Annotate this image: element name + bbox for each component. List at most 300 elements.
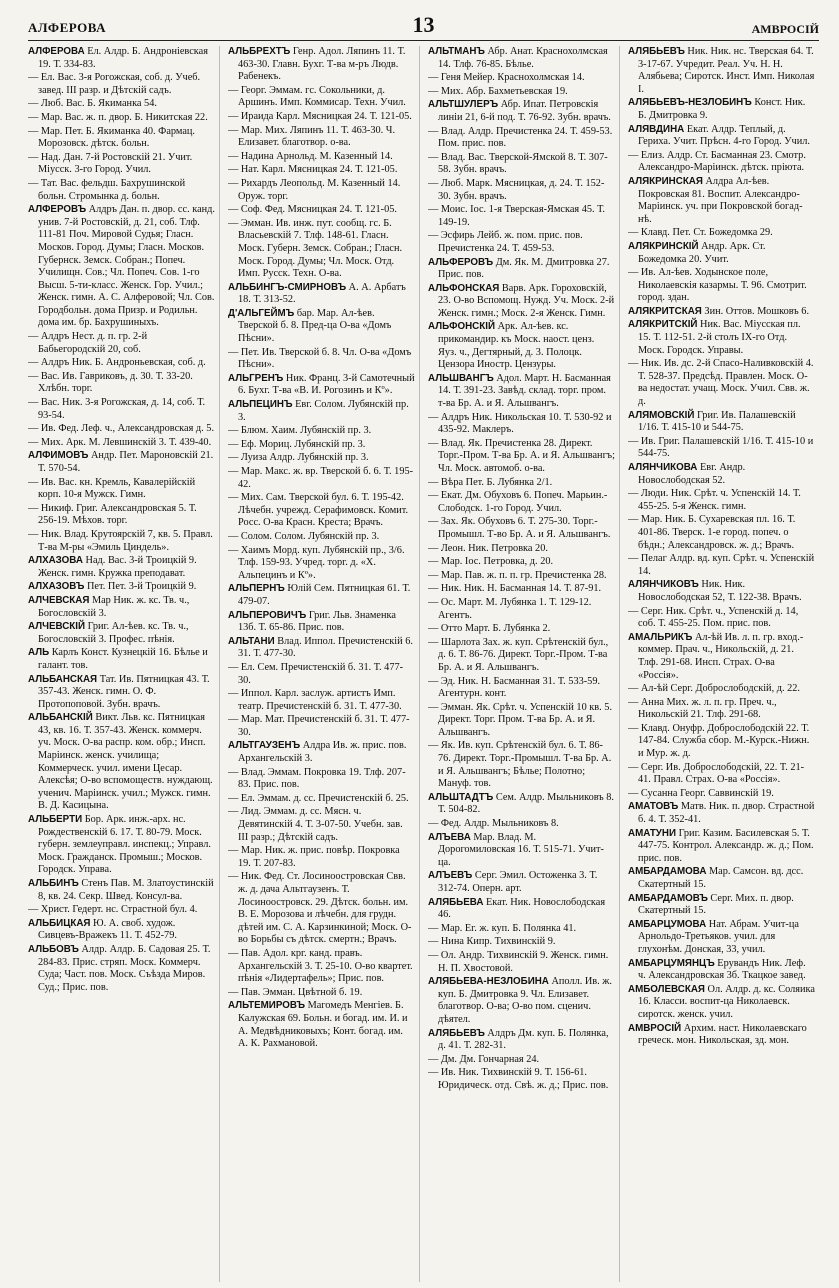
entry-details: Абр. Ипат. Петровскія линіи 21, 6-й под. Т. 76-92. Зубн. врачъ.	[438, 99, 611, 123]
entry-details: Пелаг Алдр. вд. куп. Срѣт. ч. Успенскій 14.	[638, 553, 815, 577]
directory-entry	[28, 621, 215, 646]
directory-column-3	[428, 46, 620, 1282]
directory-entry	[628, 462, 815, 487]
directory-entry	[28, 371, 215, 396]
directory-entry	[228, 46, 415, 84]
entry-details: Еф. Мориц. Лубянскій пр. 3.	[240, 438, 366, 450]
directory-entry	[628, 893, 815, 918]
entry-details: Алдръ Ник. Никольская 10. Т. 530-92 и 435-92. Маклеръ.	[438, 411, 612, 436]
directory-entry	[628, 410, 815, 435]
entry-details: Вѣра Пет. Б. Лубянка 2/1.	[440, 476, 553, 488]
entry-surname: АЛЪЕВА	[428, 831, 471, 843]
entry-details: Мар. Вас. ж. п. двор. Б. Никитская 22.	[40, 111, 208, 123]
directory-entry	[428, 1028, 615, 1053]
entry-details: Ю. А. своб. худож. Сивцевъ-Вражекъ 11. Т. 452-79.	[38, 917, 177, 942]
directory-entry	[228, 85, 415, 110]
entry-details: Влад. Алдр. Пречистенка 24. Т. 459-53. Пом. прис. пов.	[438, 125, 613, 150]
entry-details: Конст. Ник. Б. Дмитровка 9.	[638, 97, 806, 121]
directory-entry	[428, 204, 615, 229]
entry-details: Сусанна Георг. Саввинскій 19.	[640, 787, 774, 799]
directory-entry	[628, 488, 815, 513]
directory-entry	[428, 283, 615, 321]
directory-entry	[28, 126, 215, 151]
entry-surname: АЛЬГРЕНЪ	[228, 372, 284, 384]
entry-details: Андр. Арк. Ст. Божедомка 20. Учит.	[638, 240, 766, 265]
directory-entry	[428, 516, 615, 541]
entry-details: Стенъ Пав. М. Златоустинскій 8, кв. 24. Секр. Швед. Консул-ва.	[38, 878, 214, 902]
entry-surname: АЛЬШТАДТЪ	[428, 791, 494, 803]
entry-surname: АЛЬБАНСКІЙ	[28, 712, 93, 724]
directory-entry	[428, 897, 615, 922]
entry-surname: АЛЬШВАНГЪ	[428, 372, 494, 384]
directory-entry	[228, 164, 415, 177]
directory-entry	[28, 918, 215, 943]
directory-entry	[628, 788, 815, 801]
entry-surname: АЛХАЗОВЪ	[28, 581, 85, 593]
directory-entry	[28, 529, 215, 554]
entry-details: Григ. Ал-ѣев. кс. Тв. ч., Богословскій 3. Профес. пѣнія.	[38, 621, 189, 645]
directory-entry	[228, 871, 415, 947]
entry-surname: АЛЬТГАУЗЕНЪ	[228, 740, 301, 752]
entry-details: Григ. Казим. Басилевская 5. Т. 447-75. Контрол. Александр. ж. д.; Пом. прис. пов.	[638, 827, 814, 864]
directory-entry	[228, 987, 415, 1000]
entry-details: Мар. Пав. ж. п. п. гр. Пречистенка 28.	[440, 569, 607, 581]
entry-surname: АЛЬПЕРОВИЧЪ	[228, 609, 307, 621]
entry-surname: АЛЬБИЦКАЯ	[28, 917, 91, 929]
entry-details: Алдръ Ник. Б. Андроньевская, соб. д.	[40, 357, 206, 369]
directory-entry	[228, 545, 415, 583]
entry-details: Мар. Ег. ж. куп. Б. Полянка 41.	[440, 922, 577, 934]
entry-details: Екат. Алдр. Теплый, д. Гериха. Учит. Прѣсн. 4-го Город. Учил.	[638, 123, 810, 148]
entry-details: Алдръ Нест. д. п. гр. 2-й Бабьегородскій 20, соб.	[38, 331, 148, 355]
entry-details: Мар. Макс. ж. вр. Тверской б. 6. Т. 195-42.	[238, 466, 414, 490]
entry-details: Мих. Абр. Бахметьевская 19.	[440, 85, 568, 97]
entry-details: Нат. Абрам. Учит-ца Арнольдо-Третьяков. учил. для глухонѣм. Донская, 33, учил.	[638, 918, 799, 955]
entry-details: Елиз. Алдр. Ст. Басманная 23. Смотр. Александро-Маріинск. дѣтск. пріюта.	[638, 149, 806, 174]
directory-entry	[628, 267, 815, 305]
entry-details: Ол. Андр. Тихвинскій 9. Женск. гимн. Н. П. Хвостовой.	[438, 949, 609, 974]
entry-details: Зах. Як. Обуховъ 6. Т. 275-30. Торг.-Промышл. Т-во Бр. А. и Я. Альшвангъ.	[438, 516, 611, 540]
entry-details: Нат. Карл. Мясницкая 24. Т. 121-05.	[240, 164, 398, 176]
entry-details: Лид. Эммам. д. сс. Мясн. ч. Девятинскій 4. Т. 3-07-50. Учебн. зав. III разр.; Дѣтскій садъ.	[238, 806, 403, 843]
entry-surname: АЛЯКРИТСКАЯ	[628, 305, 702, 317]
directory-entry	[428, 321, 615, 371]
entry-details: Эмман. Ив. инж. пут. сообщ. гс. Б. Власьевскій 7. Тлф. 148-61. Гласн. Моск. Губерн. Земск. Собран.; Гласн. Моск. Город. Думы; Чл. Моск. Отд. Имп. Русск. Техн. О-ва.	[238, 217, 403, 280]
entry-details: Абр. Анат. Краснохолмская 14. Тлф. 76-85. Бѣлье.	[438, 46, 608, 70]
entry-surname: АЛЯНЧИКОВА	[628, 462, 698, 473]
entry-details: Екат. Дм. Обуховъ 6. Попеч. Марьин.-Слободск. 1-го Город. Учил.	[438, 490, 608, 514]
directory-entry	[428, 832, 615, 870]
entry-details: Аполл. Ив. ж. куп. Б. Дмитровка 9. Чл. Елизавет. благотвор. О-ва; О-во пом. сценич. дѣятел.	[438, 976, 612, 1025]
page-number: 13	[412, 12, 435, 37]
entry-details: Ос. Март. М. Лубянка 1. Т. 129-12. Агентъ.	[438, 596, 592, 621]
entry-details: Карлъ Конст. Кузнецкій 16. Бѣлье и галант. тов.	[38, 647, 208, 671]
entry-surname: АЛЬБРЕХТЪ	[228, 46, 291, 57]
directory-entry	[628, 176, 815, 226]
entry-surname: АЛЬ	[28, 647, 50, 659]
directory-entry	[28, 944, 215, 994]
entry-details: Алдра Ив. ж. прис. пов. Архангельскій 3.	[238, 740, 407, 765]
directory-entry	[428, 792, 615, 817]
directory-entry	[628, 306, 815, 319]
directory-entry	[428, 72, 615, 85]
entry-details: Тат. Ив. Пятницкая 43. Т. 357-43. Женск. гимн. О. Ф. Протопоповой. Зубн. врачъ.	[38, 673, 210, 710]
directory-entry	[228, 688, 415, 713]
directory-entry	[228, 714, 415, 739]
directory-entry	[228, 492, 415, 530]
entry-details: Пет. Пет. 3-й Троицкій 9.	[87, 581, 197, 593]
directory-entry	[628, 553, 815, 578]
entry-surname: АЛЬБИНЪ	[28, 878, 79, 889]
entry-surname: АЛЯКРИНСКІЙ	[628, 240, 699, 252]
entry-details: Влад. Иппол. Пречистенскій 6. 31. Т. 477-30.	[238, 635, 413, 660]
entry-details: Ел. Алдр. Б. Андроніевская 19. Т. 334-83.	[38, 46, 208, 70]
directory-column-2	[228, 46, 420, 1282]
directory-entry	[28, 595, 215, 620]
directory-entry	[428, 230, 615, 255]
entry-details: Ник. Ник. Н. Басманная 14. Т. 87-91.	[440, 583, 602, 595]
directory-entry	[28, 152, 215, 177]
directory-entry	[228, 347, 415, 372]
directory-entry	[428, 46, 615, 71]
entry-details: Мар. Влад. М. Дорогомиловская 16. Т. 515-71. Учит-ца.	[438, 831, 604, 868]
entry-details: Ел. Эммам. д. сс. Пречистенскій б. 25.	[240, 792, 409, 804]
directory-entry	[228, 636, 415, 661]
entry-details: Архим. наст. Николаевскаго греческ. мон. Никольская, зд. мон.	[638, 1022, 807, 1047]
directory-entry	[228, 178, 415, 203]
directory-entry	[628, 46, 815, 96]
page-header	[28, 12, 819, 40]
directory-entry	[628, 124, 815, 149]
entry-details: Алдра Ал-ѣев. Покровская 81. Воспит. Александро-Маріинск. уч. при Покровской богад-нѣ.	[638, 175, 803, 225]
directory-entry	[28, 647, 215, 672]
directory-entry	[28, 503, 215, 528]
directory-entry	[428, 570, 615, 583]
entry-details: Ив. Ник. Тихвинскій 9. Т. 156-61. Юридическ. отд. Свѣ. ж. д.; Прис. пов.	[438, 1067, 609, 1091]
entry-details: А. А. Арбатъ 18. Т. 313-52.	[238, 281, 406, 306]
entry-details: Мар. Ник. ж. прис. повѣр. Покровка 19. Т. 207-83.	[238, 845, 400, 869]
directory-entry	[628, 358, 815, 408]
entry-surname: АЛЬБИНГЪ-СМИРНОВЪ	[228, 281, 347, 293]
entry-details: Ник. Фед. Ст. Лосиноостровская Свв. ж. д. дача Альтгаузенъ. Т. Лосиноостровск. 29. Дѣтск. больн. им. В. Е. Морозова и лѣчебн. для грудн. дѣтей им. С. А. Карзинкиной; Моск. О-во Борьбы съ дѣтск. смертн.; Врачъ.	[238, 871, 412, 946]
entry-details: Люб. Вас. Б. Якиманка 54.	[40, 98, 157, 110]
directory-entry	[428, 373, 615, 411]
entry-details: Ник. Ив. дс. 2-й Спасо-Наливковскій 4. Т. 528-37. Предсѣд. Правлен. Моск. О-ва недостат. учащ. Моск. Учил. Свв. ж. д.	[638, 358, 814, 408]
entry-details: бар. Мар. Ал-ѣев. Тверской б. 8. Пред-ца О-ва «Домъ Пѣсни».	[238, 307, 392, 345]
directory-entry	[28, 712, 215, 813]
entry-surname: АМБАРДАМОВА	[628, 866, 707, 878]
entry-surname: АЛЬБАНСКАЯ	[28, 673, 98, 685]
directory-entry	[28, 72, 215, 97]
entry-details: Леон. Ник. Петровка 20.	[440, 542, 548, 554]
entry-details: Алдръ Дан. п. двор. сс. канд. унив. 7-й Ростовскій, д. 21, соб. Тлф. 111-81 Поч. Мировой Судья; Гласн. Москов. Город. Думы; Гласн. Москов. Губернск. Земск. Собран.; Попеч. Училищн. Сов.; Чл. Попеч. Сов. 1-го Высш. 5-ти-класс. Женск. Гор. Учил.; Женск. гимн. А. С. Алферовой; Чл. Сов. Городбольн. дома Призр. и Родильн. дома им. бр. Бахрушиныхъ.	[38, 204, 215, 329]
directory-entry	[428, 1054, 615, 1067]
entry-surname: Д'АЛЬГЕЙМЪ	[228, 307, 295, 319]
entry-details: Никиф. Григ. Александровская 5. Т. 256-19. Мѣхов. торг.	[38, 502, 197, 527]
entry-details: Рихардъ Леопольд. М. Казенный 14. Оруж. торг.	[238, 177, 401, 202]
entry-details: Пав. Эмман. Цвѣтной б. 19.	[240, 986, 363, 998]
directory-entry	[428, 556, 615, 569]
directory-entry	[228, 1000, 415, 1050]
entry-surname: АМБАРЦУМОВА	[628, 918, 707, 930]
directory-entry	[428, 950, 615, 975]
running-head-right: АМВРОСIЙ	[751, 22, 819, 36]
directory-entry	[428, 178, 615, 203]
entry-details: Ник. Влад. Крутоярскій 7, кв. 5. Правл. Т-ва М-ры «Эмиль Циндель».	[38, 528, 213, 553]
directory-entry	[28, 331, 215, 356]
entry-details: Тат. Вас. фельдш. Бахрушинской больн. Стромынка д. больн.	[38, 177, 186, 202]
entry-details: Екат. Ник. Новослободская 46.	[438, 896, 606, 921]
directory-entry	[228, 793, 415, 806]
directory-entry	[628, 514, 815, 552]
entry-details: Григ. Льв. Знаменка 13б. Т. 65-86. Прис. пов.	[238, 609, 396, 634]
directory-entry	[428, 126, 615, 151]
directory-entry	[228, 740, 415, 765]
entry-details: Мих. Арк. М. Левшинскій 3. Т. 439-40.	[40, 436, 212, 448]
directory-entry	[228, 308, 415, 346]
directory-entry	[228, 151, 415, 164]
entry-surname: АЛФЕРОВА	[28, 46, 85, 57]
entry-details: Ираида Карл. Мясницкая 24. Т. 121-05.	[240, 110, 412, 122]
entry-details: Над. Дан. 7-й Ростовскій 21. Учит. Міусск. 3-го Город. Учил.	[38, 151, 193, 176]
entry-surname: АЛЬБОВЪ	[28, 943, 79, 955]
columns-container	[28, 46, 819, 1282]
directory-entry	[28, 555, 215, 580]
entry-surname: АЛЯБЬЕВЪ	[428, 1027, 485, 1039]
directory-entry	[628, 150, 815, 175]
entry-surname: АЛЯВДИНА	[628, 123, 685, 135]
directory-entry	[428, 976, 615, 1026]
directory-entry	[228, 425, 415, 438]
entry-details: Ив. Ал-ѣев. Ходынское поле, Николаевскія казармы. Т. 96. Смотрит. город. здан.	[638, 267, 807, 304]
directory-entry	[628, 919, 815, 957]
directory-entry	[28, 450, 215, 475]
entry-surname: АМАТОВЪ	[628, 801, 679, 813]
entry-details: Адол. Март. Н. Басманная 14. Т. 391-23. Завѣд. склад. торг. пром. т-ва Бр. А. и Я. Альшвангъ.	[438, 372, 611, 410]
directory-entry	[228, 204, 415, 217]
entry-details: Евг. Андр. Новослободская 52.	[638, 462, 746, 486]
entry-details: Эмман. Як. Срѣт. ч. Успенскій 10 кв. 5. Директ. Торг. Пром. Т-ва Бр. А. и Я. Альшвангъ.	[438, 701, 613, 738]
directory-entry	[428, 257, 615, 282]
entry-details: Евг. Солом. Лубянскій пр. 3.	[238, 399, 409, 423]
directory-entry	[28, 204, 215, 330]
directory-entry	[228, 531, 415, 544]
entry-surname: АЛХАЗОВА	[28, 555, 83, 567]
entry-details: Ник. Франц. 3-й Самотечный 6. Бухг. Т-ва «В. И. Рогозинъ и Кº».	[238, 372, 415, 397]
directory-entry	[28, 878, 215, 903]
entry-details: Солом. Солом. Лубянскій пр. 3.	[240, 530, 380, 542]
entry-details: Мар. Ник. Б. Сухаревская пл. 16. Т. 401-86. Тверск. 1-е город. попеч. о бѣдн.; Александровск. ж. д.; Врачъ.	[638, 514, 796, 551]
entry-details: Ник. Ник. нс. Тверская 64. Т. 3-17-67. Учредит. Реал. Уч. Н. Н. Алябьева; Сиротск. Инст. Имп. Николая I.	[638, 46, 815, 95]
directory-entry	[428, 740, 615, 790]
entry-surname: АЛЪЕВЪ	[428, 870, 473, 882]
entry-details: Варв. Арк. Гороховскій, 23. О-во Вспомощ. Нужд. Уч. Моск. 2-й Женск. гимн.; Моск. 2-я Женск. Гимн.	[438, 282, 615, 319]
directory-entry	[428, 412, 615, 437]
entry-details: Вас. Ник. 3-я Рогожская, д. 14, соб. Т. 93-54.	[38, 397, 206, 421]
entry-surname: АЛЯКРИТСКІЙ	[628, 319, 698, 331]
directory-entry	[628, 579, 815, 604]
entry-details: Арк. Ал-ѣев. кс. прикомандир. къ Моск. наост. ценз. Яуз. ч., Дегтярный, д. 3. Полоцк. Цензора Иностр. Цензуры.	[438, 321, 595, 371]
directory-entry	[28, 814, 215, 877]
directory-entry	[628, 606, 815, 631]
entry-details: Мар. Мат. Пречистенскій б. 31. Т. 477-30.	[238, 714, 410, 738]
directory-entry	[228, 439, 415, 452]
entry-details: Ел. Сем. Пречистенскій б. 31. Т. 477-30.	[238, 661, 404, 686]
directory-column-4	[628, 46, 819, 1282]
entry-details: Блюм. Хаим. Лубянскій пр. 3.	[240, 425, 372, 437]
entry-details: Георг. Эммам. гс. Сокольники, д. Аршинъ. Имп. Коммисар. Техн. Учил.	[238, 84, 406, 109]
directory-entry	[628, 632, 815, 682]
running-head-left: АЛФЕРОВА	[28, 20, 106, 35]
directory-entry	[628, 436, 815, 461]
entry-surname: АЛЯБЬЕВА-НЕЗЛОБИНА	[428, 976, 549, 988]
entry-surname: АЛЬФЕРОВЪ	[428, 256, 494, 268]
directory-entry	[428, 870, 615, 895]
entry-details: Ерувандъ Ник. Леф. ч. Александровская 3б. Ткацкое завед.	[638, 957, 806, 982]
entry-details: Викт. Льв. кс. Пятницкая 43, кв. 16. Т. 357-43. Женск. коммерч. уч. Моск. О-ва распр. ком. обр.; Инсп. Маріинск. женск. училища; Коммерческ. учил. имени Цесар. Алексѣя; О-во вспомоществ. нуждающ. ученич. Маріинск. учил.; Мужск. гимн. В. Д. Касицына.	[38, 712, 213, 812]
entry-details: Пет. Ив. Тверской б. 8. Чл. О-ва «Домъ Пѣсни».	[238, 346, 412, 371]
directory-entry	[428, 86, 615, 99]
directory-entry	[628, 828, 815, 866]
directory-entry	[228, 466, 415, 491]
entry-surname: АМБАРЦУМЯНЦЪ	[628, 957, 715, 969]
directory-entry	[28, 674, 215, 712]
entry-details: Матв. Ник. п. двор. Страстной б. 4. Т. 352-41.	[638, 801, 815, 826]
entry-surname: АМБАРДАМОВЪ	[628, 892, 708, 904]
entry-details: Мар Ник. ж. кс. Тв. ч., Богословскій 3.	[38, 594, 190, 619]
entry-details: Андр. Пет. Мароновскій 21. Т. 570-54.	[38, 450, 214, 474]
directory-entry	[228, 125, 415, 150]
directory-entry	[228, 662, 415, 687]
directory-entry	[228, 845, 415, 870]
entry-details: Отто Март. Б. Лубянка 2.	[440, 623, 551, 635]
directory-entry	[628, 697, 815, 722]
entry-details: Луиза Алдр. Лубянскій пр. 3.	[240, 452, 369, 464]
directory-entry	[428, 583, 615, 596]
directory-entry	[28, 178, 215, 203]
entry-details: Ол. Алдр. д. кс. Соляика 16. Класси. воспит-ца Николаевск. сиротск. женск. учил.	[638, 983, 815, 1020]
directory-entry	[428, 438, 615, 476]
directory-entry	[628, 97, 815, 122]
entry-details: Пав. Адол. крг. канд. правъ. Архангельскій 3. Т. 25-10. О-во квартет. пѣнія «Лидертафель»; Прис. пов.	[238, 947, 413, 985]
entry-surname: АМАТУНИ	[628, 827, 677, 839]
header-rule	[28, 40, 819, 41]
entry-details: Алдръ Дм. куп. Б. Полянка, д. 41. Т. 282-31.	[438, 1027, 609, 1052]
entry-details: Иппол. Карл. заслуж. артистъ Имп. театр. Пречистенскій б. 31. Т. 477-30.	[238, 688, 402, 712]
entry-details: Серг. Ив. Доброслободскій, 22. Т. 21-41. Правл. Страх. О-ва «Россія».	[638, 761, 805, 786]
directory-entry	[628, 723, 815, 761]
directory-entry	[28, 423, 215, 436]
entry-details: Серг. Ник. Срѣт. ч., Успенскій д. 14, соб. Т. 455-25. Пом. прис. пов.	[638, 605, 799, 630]
entry-details: Нина Кипр. Тихвинскій 9.	[440, 936, 556, 948]
entry-surname: АЛЯКРИНСКАЯ	[628, 175, 703, 187]
directory-entry	[28, 437, 215, 450]
entry-details: Мар. Мих. Ляпинъ 11. Т. 463-30. Ч. Елизавет. благотвор. о-ва.	[238, 124, 396, 149]
entry-details: Эд. Ник. Н. Басманная 31. Т. 533-59. Агентурн. конт.	[438, 675, 601, 700]
entry-details: Серг. Мих. п. двор. Скатертный 15.	[638, 892, 794, 917]
directory-entry	[28, 46, 215, 71]
entry-details: Мар. Пет. Б. Якиманка 40. Фармац. Морозовск. дѣтск. больн.	[38, 125, 195, 150]
directory-entry	[628, 241, 815, 266]
directory-entry	[228, 399, 415, 424]
entry-surname: АЛЬПЕЦИНЪ	[228, 399, 293, 411]
entry-details: Мих. Сам. Тверской бул. 6. Т. 195-42. Лѣчебн. учрежд. Серафимовск. Комит. Росс. О-ва Красн. Креста; Врачъ.	[238, 492, 409, 529]
entry-surname: АЛЬФОНСКАЯ	[428, 282, 500, 294]
directory-entry	[428, 818, 615, 831]
directory-entry	[228, 452, 415, 465]
entry-surname: АЛЯНЧИКОВЪ	[628, 579, 699, 591]
directory-entry	[228, 583, 415, 608]
entry-surname: АМВРОСІЙ	[628, 1022, 682, 1034]
directory-entry	[428, 637, 615, 675]
entry-surname: АЛЯМОВСКІЙ	[628, 409, 695, 421]
directory-entry	[628, 319, 815, 357]
entry-details: Клавд. Онуфр. Доброслободскій 22. Т. 147-84. Служба сбор. М.-Курск.-Нижн. и Мур. ж. д.	[638, 722, 810, 760]
entry-surname: АЛЬФОНСКІЙ	[428, 321, 495, 333]
entry-surname: АЛЬТМАНЪ	[428, 46, 485, 57]
entry-details: Геня Мейер. Краснохолмская 14.	[440, 72, 585, 84]
entry-surname: АЛЧЕВСКАЯ	[28, 594, 90, 606]
directory-entry	[228, 948, 415, 986]
entry-details: Генр. Адол. Ляпинъ 11. Т. 463-30. Главн. Бухг. Т-ва м-ръ Людв. Рабенекъ.	[238, 46, 406, 83]
directory-entry	[28, 904, 215, 917]
entry-details: Серг. Эмил. Остоженка 3. Т. 312-74. Оперн. арт.	[438, 870, 598, 894]
directory-entry	[628, 801, 815, 826]
directory-entry	[28, 397, 215, 422]
directory-entry	[428, 923, 615, 936]
directory-entry	[428, 1067, 615, 1092]
entry-details: Григ. Ив. Палашевскій 1/16. Т. 415-10 и 544-75.	[638, 409, 796, 434]
directory-entry	[628, 1023, 815, 1048]
directory-column-1	[28, 46, 220, 1282]
directory-entry	[228, 373, 415, 398]
entry-surname: АЛФИМОВЪ	[28, 450, 89, 462]
directory-entry	[428, 99, 615, 124]
entry-details: Клавд. Пет. Ст. Божедомка 29.	[640, 227, 773, 239]
directory-entry	[428, 676, 615, 701]
directory-entry	[28, 112, 215, 125]
entry-surname: АЛЯБЬЕВЪ-НЕЗЛОБИНЪ	[628, 97, 752, 109]
directory-entry	[628, 866, 815, 891]
entry-details: Шарлота Зах. ж. куп. Срѣтенскій бул., д. 6. Т. 86-76. Директ. Торг.-Пром. Т-ва Бр. А. и Я. Альшвангъ.	[438, 636, 609, 673]
entry-details: Зин. Оттов. Мошковъ 6.	[704, 305, 810, 317]
entry-details: Як. Ив. куп. Срѣтенскій бул. 6. Т. 86-76. Директ. Торг.-Промышл. Т-ва Бр. А. и Я. Альшвангъ; Бѣлье; Полотно; Мануф. тов.	[438, 740, 612, 790]
directory-entry	[628, 984, 815, 1022]
entry-surname: АМБОЛЕВСКАЯ	[628, 983, 705, 995]
directory-entry	[228, 610, 415, 635]
directory-entry	[628, 683, 815, 696]
entry-details: Люб. Марк. Мясницкая, д. 24. Т. 152-30. Зубн. врачъ.	[438, 177, 605, 202]
directory-entry	[428, 543, 615, 556]
entry-details: Влад. Эммам. Покровка 19. Тлф. 207-83. Прис. пов.	[238, 766, 406, 791]
entry-details: Люди. Ник. Срѣт. ч. Успенскій 14. Т. 455-25. 5-я Женск. гимн.	[638, 488, 801, 512]
directory-entry	[228, 806, 415, 844]
entry-details: Хаимъ Морд. куп. Лубянскій пр., 3/6. Тлф. 159-93. Учред. торг. д. «Х. Альпецинъ и Кº».	[238, 544, 405, 581]
entry-details: Над. Вас. 3-й Троицкій 9. Женск. гимн. Кружка преподават.	[38, 555, 197, 579]
entry-details: Ив. Григ. Палашевскій 1/16. Т. 415-10 и 544-75.	[638, 435, 814, 460]
entry-details: Ник. Вас. Міусская пл. 15. Т. 112-51. 2-й столъ IX-го Отд. Моск. Городск. Управы.	[638, 319, 801, 356]
entry-details: Сем. Алдр. Мыльниковъ 8. Т. 504-82.	[438, 791, 614, 816]
directory-entry	[28, 477, 215, 502]
entry-details: Юлій Сем. Пятницкая 61. Т. 479-07.	[238, 583, 411, 607]
directory-entry	[28, 98, 215, 111]
entry-surname: АЛЯБЬЕВЪ	[628, 46, 685, 57]
entry-surname: АЛЧЕВСКІЙ	[28, 621, 86, 633]
entry-details: Ал-ѣй Ив. л. п. гр. вход.-коммер. Прач. ч., Никольскій, д. 21. Тлф. 291-68. Инсп. Страх. О-ва «Россія».	[638, 631, 804, 681]
entry-details: Ник. Ник. Новослободская 52, Т. 122-38. Врачъ.	[638, 579, 802, 603]
entry-details: Христ. Гедерт. нс. Страстной бул. 4.	[40, 904, 198, 916]
entry-surname: АЛЬТАНИ	[228, 635, 275, 647]
